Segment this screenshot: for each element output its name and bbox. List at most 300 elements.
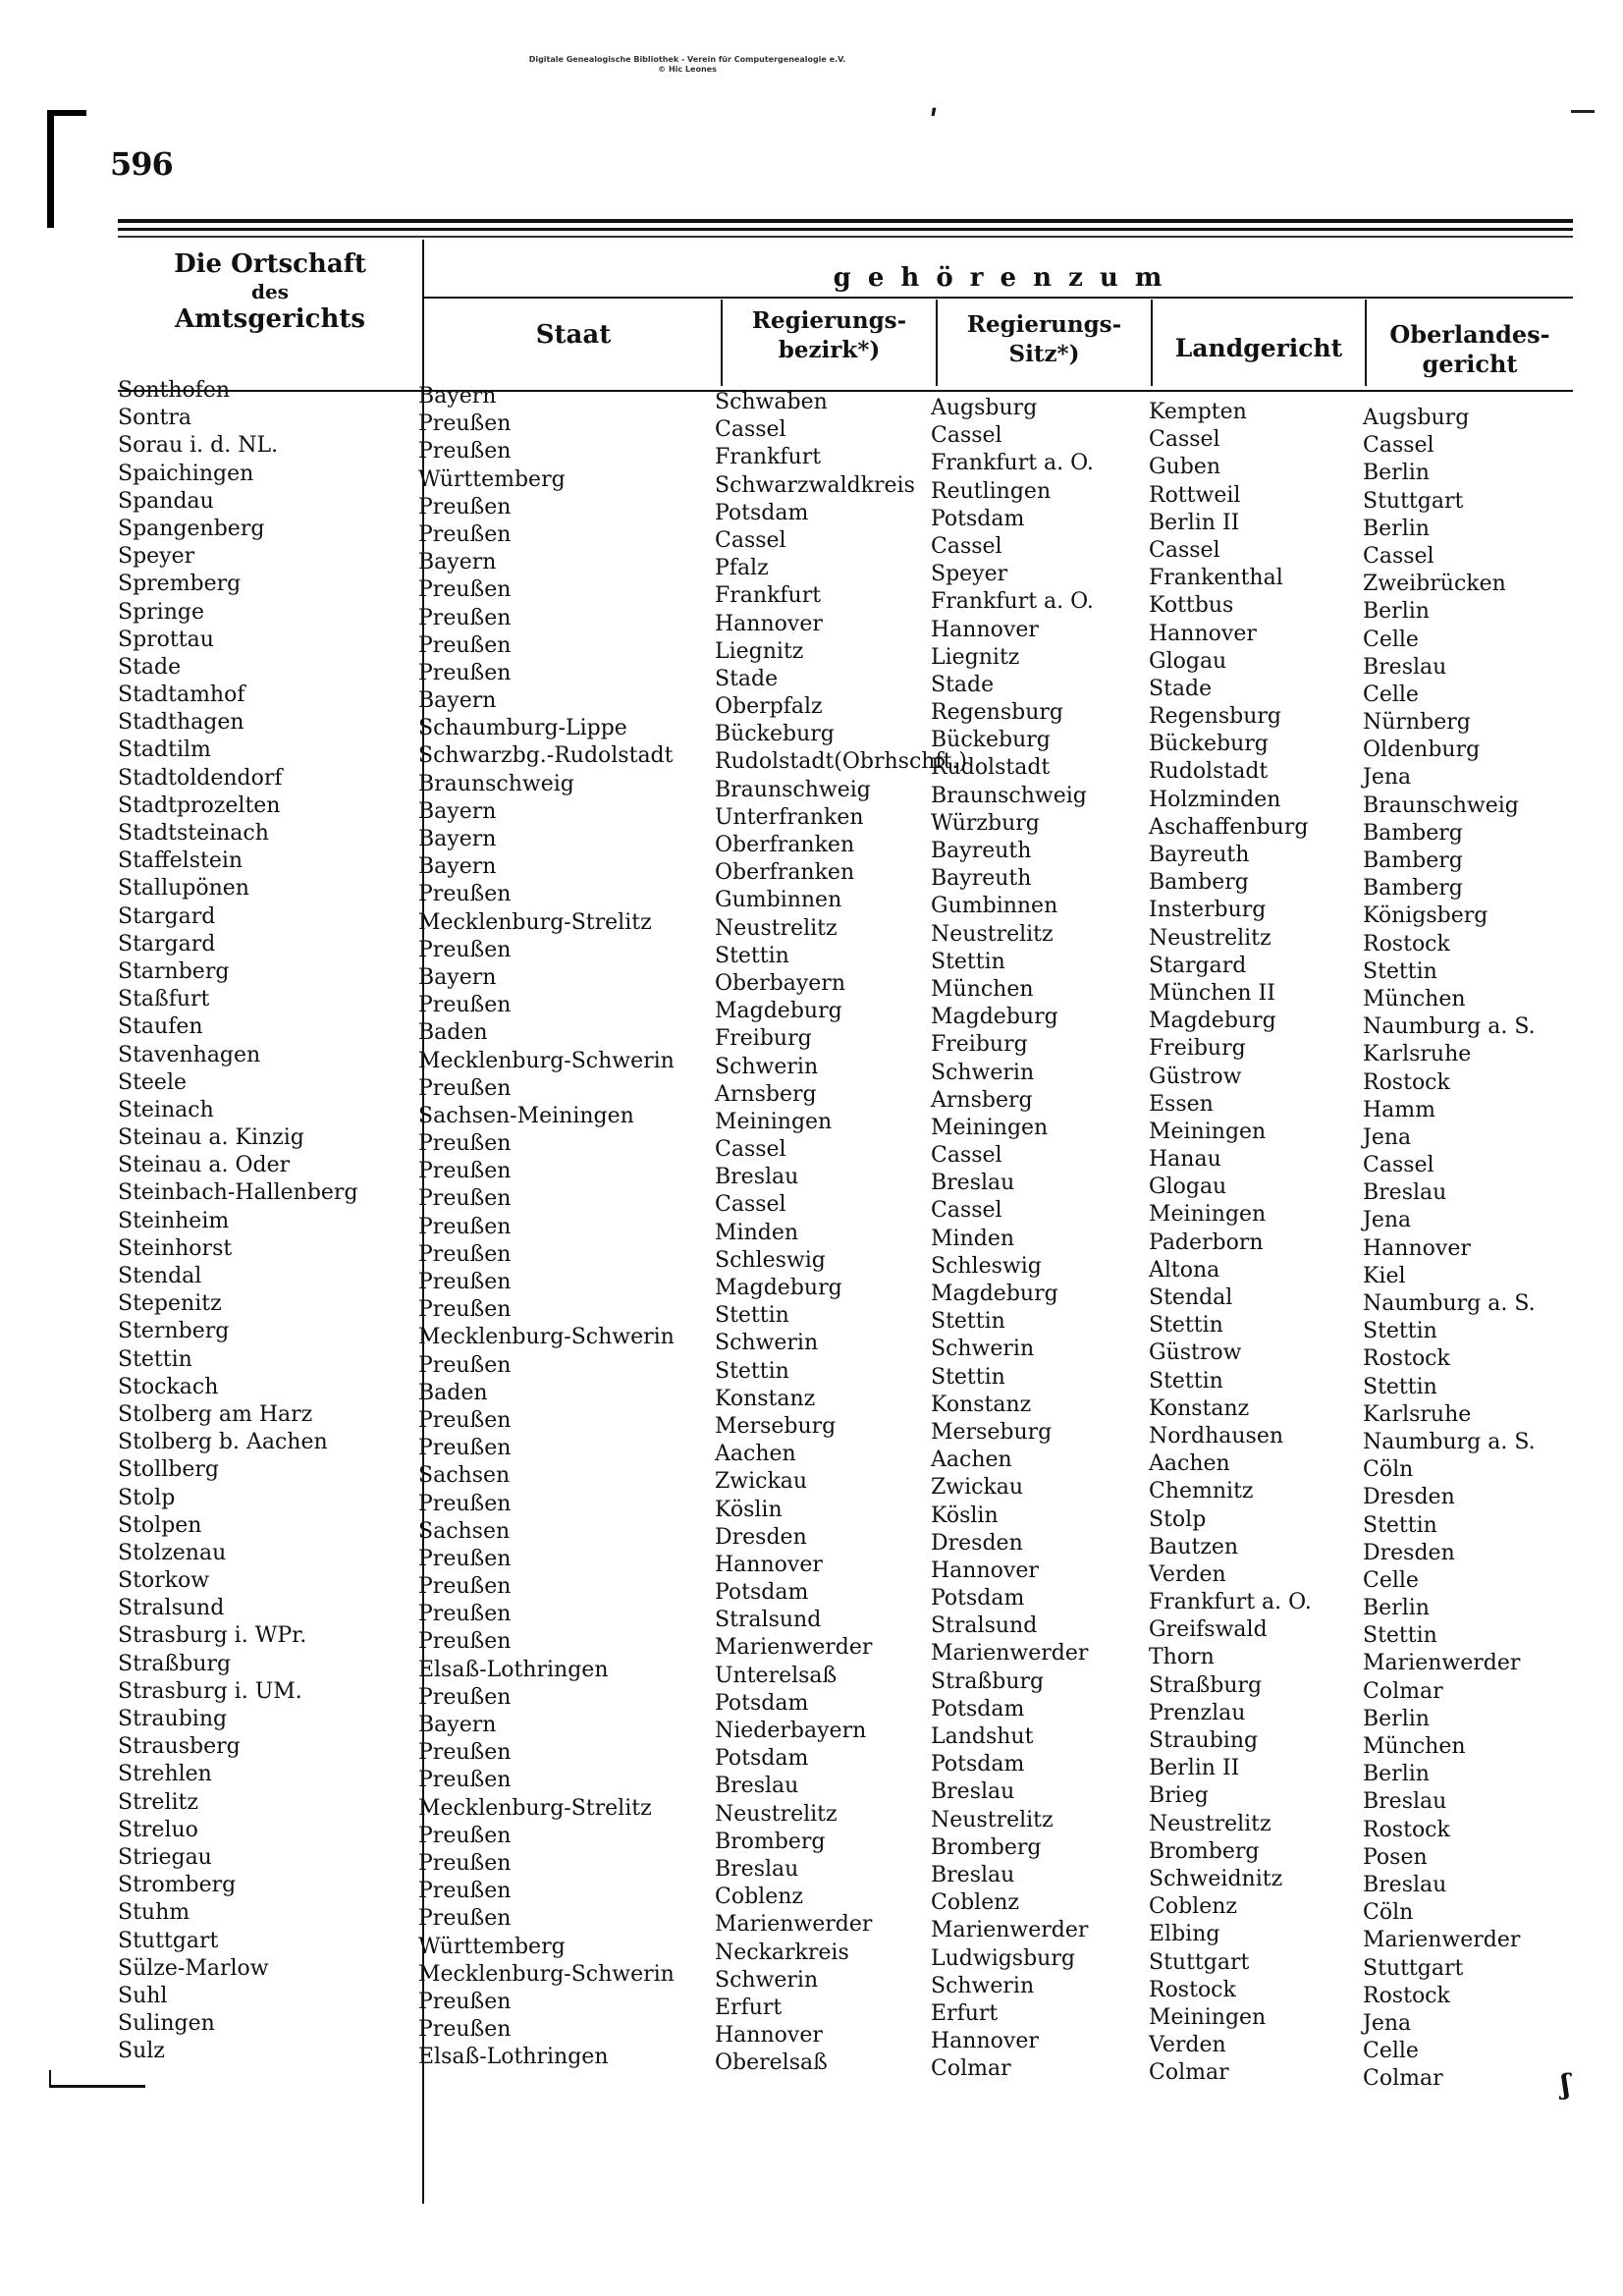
cell-olg: Kiel xyxy=(1363,1263,1406,1288)
cell-staat: Preußen xyxy=(418,439,512,465)
cell-staat: Braunschweig xyxy=(418,771,574,796)
cell-ortschaft: Straubing xyxy=(118,1707,228,1731)
cell-landgericht: Colmar xyxy=(1149,2060,1229,2086)
cell-regbezirk: Breslau xyxy=(715,1774,799,1799)
cell-ortschaft: Stadtprozelten xyxy=(118,793,281,818)
cell-olg: Nürnberg xyxy=(1363,710,1471,736)
cell-staat: Baden xyxy=(418,1380,488,1405)
cell-regbezirk: Potsdam xyxy=(715,1690,809,1716)
cell-ortschaft: Stadtsteinach xyxy=(118,821,269,846)
cell-olg: Oldenburg xyxy=(1363,738,1481,763)
cell-landgericht: Meiningen xyxy=(1149,1202,1267,1228)
cell-olg: Rostock xyxy=(1363,1983,1450,2008)
cell-landgericht: Brieg xyxy=(1149,1783,1209,1809)
cell-ortschaft: Stockach xyxy=(118,1374,219,1399)
cell-regbezirk: Cassel xyxy=(715,527,786,553)
cell-ortschaft: Strausberg xyxy=(118,1734,241,1760)
cell-regbezirk: Schwerin xyxy=(715,1054,819,1079)
cell-olg: Bamberg xyxy=(1363,848,1463,873)
cell-staat: Preußen xyxy=(418,1297,512,1323)
cell-landgericht: Verden xyxy=(1149,1561,1226,1587)
cell-olg: Zweibrücken xyxy=(1363,572,1506,597)
cell-regbezirk: Schwerin xyxy=(715,1967,819,1993)
cell-landgericht: Bromberg xyxy=(1149,1838,1260,1864)
cell-olg: Posen xyxy=(1363,1844,1428,1870)
cell-olg: Bamberg xyxy=(1363,876,1463,902)
cell-landgericht: München II xyxy=(1149,980,1275,1006)
cell-olg: Marienwerder xyxy=(1363,1651,1521,1676)
cell-staat: Württemberg xyxy=(418,1934,566,1959)
cell-olg: Bamberg xyxy=(1363,820,1463,846)
cell-staat: Bayern xyxy=(418,964,497,990)
cell-landgericht: Paderborn xyxy=(1149,1230,1264,1255)
cell-olg: Naumburg a. S. xyxy=(1363,1291,1536,1316)
cell-olg: Berlin xyxy=(1363,461,1430,486)
cell-regbezirk: Braunschweig xyxy=(715,777,871,802)
cell-regsitz: Rudolstadt xyxy=(931,755,1051,781)
cell-olg: Dresden xyxy=(1363,1540,1455,1565)
header-regbezirk-line-1: Regierungs- xyxy=(751,307,907,334)
cell-staat: Preußen xyxy=(418,1491,512,1516)
cell-staat: Mecklenburg-Schwerin xyxy=(418,1961,675,1987)
cell-landgericht: Straßburg xyxy=(1149,1672,1263,1698)
cell-landgericht: Güstrow xyxy=(1149,1340,1242,1366)
cell-olg: Berlin xyxy=(1363,1596,1430,1621)
cell-landgericht: Essen xyxy=(1149,1091,1214,1117)
cell-regbezirk: Bückeburg xyxy=(715,722,835,747)
cell-landgericht: Altona xyxy=(1149,1257,1220,1283)
cell-landgericht: Neustrelitz xyxy=(1149,925,1271,951)
header-regsitz-line-2: Sitz*) xyxy=(1008,341,1080,367)
cell-regsitz: Colmar xyxy=(931,2056,1011,2082)
cell-staat: Preußen xyxy=(418,1740,512,1766)
cell-regsitz: Meiningen xyxy=(931,1115,1049,1140)
column-oberlandesgericht xyxy=(1363,405,1536,2093)
cell-staat: Preußen xyxy=(418,632,512,658)
cell-ortschaft: Stadtilm xyxy=(118,738,211,763)
cell-regbezirk: Schwarzwaldkreis xyxy=(715,472,915,498)
cell-ortschaft: Speyer xyxy=(118,544,195,570)
cell-regbezirk: Minden xyxy=(715,1220,799,1245)
cell-regsitz: Bayreuth xyxy=(931,839,1032,863)
cell-ortschaft: Spangenberg xyxy=(118,516,265,541)
cell-landgericht: Insterburg xyxy=(1149,898,1267,923)
cell-regbezirk: Magdeburg xyxy=(715,1276,842,1300)
cell-regsitz: Zwickau xyxy=(931,1475,1024,1501)
cell-staat: Bayern xyxy=(418,798,497,824)
cell-staat: Preußen xyxy=(418,1352,512,1378)
cell-regsitz: Cassel xyxy=(931,1198,1002,1224)
cell-olg: Celle xyxy=(1363,2039,1419,2064)
cell-regsitz: Bückeburg xyxy=(931,728,1051,753)
header-group-label: g e h ö r e n z u m xyxy=(833,263,1166,293)
header-place-line-1: Die Ortschaft xyxy=(174,249,366,279)
cell-regsitz: Schwerin xyxy=(931,1060,1035,1085)
cell-ortschaft: Sulingen xyxy=(118,2011,215,2037)
cell-regsitz: München xyxy=(931,976,1034,1002)
cell-regbezirk: Cassel xyxy=(715,1192,786,1218)
cell-landgericht: Stettin xyxy=(1149,1313,1223,1339)
cell-regsitz: Köslin xyxy=(931,1503,999,1528)
cell-regsitz: Schwerin xyxy=(931,1973,1035,1998)
cell-staat: Elsaß-Lothringen xyxy=(418,1657,609,1682)
cell-ortschaft: Springe xyxy=(118,599,204,625)
header-place-line-2: des xyxy=(251,280,289,303)
cell-ortschaft: Streluo xyxy=(118,1817,198,1842)
cell-ortschaft: Stralsund xyxy=(118,1596,225,1621)
cell-landgericht: Elbing xyxy=(1149,1922,1220,1947)
cell-regsitz: Braunschweig xyxy=(931,783,1087,808)
cell-regbezirk: Liegnitz xyxy=(715,638,804,664)
cell-landgericht: Frankenthal xyxy=(1149,566,1283,591)
cell-olg: Colmar xyxy=(1363,2066,1443,2092)
cell-staat: Schaumburg-Lippe xyxy=(418,716,627,741)
cell-olg: Stettin xyxy=(1363,1623,1437,1649)
cell-ortschaft: Steinau a. Oder xyxy=(118,1153,291,1178)
cell-regbezirk: Oberelsaß xyxy=(715,2050,828,2076)
cell-regbezirk: Arnsberg xyxy=(715,1081,817,1107)
cell-landgericht: Magdeburg xyxy=(1149,1009,1276,1034)
cell-olg: Stettin xyxy=(1363,958,1437,984)
cell-regbezirk: Stralsund xyxy=(715,1608,822,1633)
cell-olg: Stettin xyxy=(1363,1512,1437,1538)
cell-regbezirk: Cassel xyxy=(715,1137,786,1163)
cell-ortschaft: Stollberg xyxy=(118,1457,219,1483)
cell-ortschaft: Steinhorst xyxy=(118,1235,233,1261)
cell-olg: Cassel xyxy=(1363,1153,1434,1178)
header-regierungsbezirk xyxy=(723,306,936,365)
cell-regbezirk: Unterelsaß xyxy=(715,1663,838,1688)
cell-landgericht: Rudolstadt xyxy=(1149,759,1269,785)
cell-olg: Rostock xyxy=(1363,1817,1450,1842)
cell-olg: Augsburg xyxy=(1363,406,1470,430)
cell-regbezirk: Gumbinnen xyxy=(715,888,842,913)
column-regierungsbezirk xyxy=(715,389,967,2077)
cell-regbezirk: Dresden xyxy=(715,1524,807,1550)
cell-regbezirk: Breslau xyxy=(715,1856,799,1882)
cell-ortschaft: Staufen xyxy=(118,1014,203,1040)
cell-olg: Stettin xyxy=(1363,1319,1437,1344)
cell-regbezirk: Coblenz xyxy=(715,1885,803,1910)
cell-regbezirk: Schwerin xyxy=(715,1331,819,1356)
cell-staat: Preußen xyxy=(418,1684,512,1710)
cell-olg: Berlin xyxy=(1363,1762,1430,1787)
cell-landgericht: Greifswald xyxy=(1149,1617,1268,1643)
cell-landgericht: Meiningen xyxy=(1149,2004,1267,2030)
cell-regbezirk: Potsdam xyxy=(715,500,809,525)
cell-landgericht: Hanau xyxy=(1149,1147,1221,1173)
cell-staat: Preußen xyxy=(418,1186,512,1212)
page-number: 596 xyxy=(110,145,173,183)
cell-regsitz: Merseburg xyxy=(931,1419,1053,1445)
cell-ortschaft: Stade xyxy=(118,654,182,680)
header-rule xyxy=(118,236,1573,238)
cell-landgericht: Holzminden xyxy=(1149,787,1281,812)
cell-regsitz: Dresden xyxy=(931,1530,1023,1556)
cell-staat: Preußen xyxy=(418,1879,512,1904)
cell-landgericht: Konstanz xyxy=(1149,1395,1250,1421)
cell-landgericht: Regensburg xyxy=(1149,704,1281,730)
cell-olg: Rostock xyxy=(1363,1069,1450,1095)
cell-staat: Preußen xyxy=(418,1823,512,1848)
cell-staat: Preußen xyxy=(418,937,512,962)
cell-staat: Bayern xyxy=(418,550,497,575)
cell-regsitz: Neustrelitz xyxy=(931,1807,1054,1832)
header-rule xyxy=(118,228,1573,231)
cell-regsitz: Stettin xyxy=(931,1309,1005,1335)
cell-landgericht: Thorn xyxy=(1149,1645,1215,1670)
cell-ortschaft: Strasburg i. UM. xyxy=(118,1678,302,1704)
cell-regsitz: Coblenz xyxy=(931,1890,1019,1916)
cell-olg: Celle xyxy=(1363,627,1419,652)
cell-landgericht: Bayreuth xyxy=(1149,843,1250,867)
cell-ortschaft: Steinheim xyxy=(118,1208,230,1233)
cell-ortschaft: Stolberg b. Aachen xyxy=(118,1430,328,1455)
cell-regbezirk: Breslau xyxy=(715,1165,799,1190)
cell-olg: Karlsruhe xyxy=(1363,1042,1472,1067)
cell-ortschaft: Striegau xyxy=(118,1844,212,1870)
cell-landgericht: Aschaffenburg xyxy=(1149,814,1309,840)
cell-regsitz: Freiburg xyxy=(931,1032,1028,1058)
cell-staat: Mecklenburg-Schwerin xyxy=(418,1325,675,1350)
watermark xyxy=(0,55,1375,75)
cell-olg: Breslau xyxy=(1363,654,1447,680)
cell-regbezirk: Frankfurt xyxy=(715,445,822,470)
column-landgericht xyxy=(1149,399,1312,2087)
header-place-column xyxy=(118,249,422,334)
cell-regsitz: Magdeburg xyxy=(931,1282,1058,1306)
header-staat: Staat xyxy=(535,320,612,350)
cell-ortschaft: Sorau i. d. NL. xyxy=(118,433,279,459)
cell-ortschaft: Sontra xyxy=(118,406,191,431)
header-divider xyxy=(422,297,1573,299)
cell-regsitz: Hannover xyxy=(931,2029,1039,2054)
cell-ortschaft: Spremberg xyxy=(118,572,242,597)
cell-staat: Elsaß-Lothringen xyxy=(418,2045,609,2070)
cell-staat: Preußen xyxy=(418,1546,512,1571)
cell-ortschaft: Sternberg xyxy=(118,1319,230,1344)
cell-ortschaft: Stettin xyxy=(118,1346,192,1372)
cell-regsitz: Breslau xyxy=(931,1779,1015,1805)
cell-regsitz: Gumbinnen xyxy=(931,894,1058,919)
corner-bracket xyxy=(47,110,54,228)
cell-staat: Preußen xyxy=(418,2017,512,2043)
cell-olg: Cassel xyxy=(1363,433,1434,459)
cell-regbezirk: Oberfranken xyxy=(715,833,855,857)
header-regierungssitz xyxy=(938,310,1151,369)
watermark-line-1: Digitale Genealogische Bibliothek - Verein für Computergenealogie e.V. xyxy=(528,55,846,64)
cell-olg: Karlsruhe xyxy=(1363,1401,1472,1427)
cell-regsitz: Potsdam xyxy=(931,1696,1025,1722)
cell-staat: Preußen xyxy=(418,494,512,519)
cell-regbezirk: Cassel xyxy=(715,417,786,443)
cell-staat: Preußen xyxy=(418,1270,512,1294)
cell-staat: Mecklenburg-Strelitz xyxy=(418,909,652,935)
cell-regsitz: Breslau xyxy=(931,1171,1015,1196)
cell-regsitz: Stralsund xyxy=(931,1613,1038,1639)
watermark-line-2: © Hic Leones xyxy=(658,65,717,74)
cell-olg: Jena xyxy=(1363,1124,1412,1150)
cell-ortschaft: Steinbach-Hallenberg xyxy=(118,1180,358,1206)
cell-landgericht: Güstrow xyxy=(1149,1064,1242,1089)
cell-regbezirk: Magdeburg xyxy=(715,999,842,1024)
cell-ortschaft: Steinach xyxy=(118,1097,214,1122)
cell-regsitz: Frankfurt a. O. xyxy=(931,589,1094,615)
cell-landgericht: Hannover xyxy=(1149,621,1257,646)
cell-olg: Jena xyxy=(1363,1208,1412,1233)
header-landgericht: Landgericht xyxy=(1174,334,1343,362)
cell-regbezirk: Aachen xyxy=(715,1442,796,1467)
cell-landgericht: Stettin xyxy=(1149,1368,1223,1394)
cell-staat: Mecklenburg-Strelitz xyxy=(418,1795,652,1821)
cell-olg: Berlin xyxy=(1363,1706,1430,1731)
cell-regsitz: Stettin xyxy=(931,949,1005,974)
cell-staat: Preußen xyxy=(418,660,512,685)
cell-olg: Marienwerder xyxy=(1363,1928,1521,1953)
cell-staat: Preußen xyxy=(418,1407,512,1433)
cell-olg: Rostock xyxy=(1363,1346,1450,1372)
cell-regbezirk: Marienwerder xyxy=(715,1912,873,1938)
cell-landgericht: Stargard xyxy=(1149,953,1247,978)
cell-staat: Preußen xyxy=(418,1602,512,1627)
header-regbezirk-line-2: bezirk*) xyxy=(778,337,881,363)
cell-ortschaft: Sulz xyxy=(118,2039,165,2064)
cell-staat: Preußen xyxy=(418,1850,512,1876)
cell-regbezirk: Neckarkreis xyxy=(715,1940,849,1965)
cell-landgericht: Schweidnitz xyxy=(1149,1866,1283,1891)
cell-olg: Cöln xyxy=(1363,1900,1414,1926)
cell-ortschaft: Staßfurt xyxy=(118,987,210,1012)
cell-regsitz: Konstanz xyxy=(931,1392,1032,1417)
cell-ortschaft: Stepenitz xyxy=(118,1291,222,1317)
cell-regbezirk: Unterfranken xyxy=(715,804,864,830)
cell-staat: Preußen xyxy=(418,1906,512,1932)
cell-landgericht: Prenzlau xyxy=(1149,1700,1246,1725)
cell-regsitz: Hannover xyxy=(931,617,1039,642)
cell-landgericht: Stendal xyxy=(1149,1285,1233,1310)
cell-staat: Preußen xyxy=(418,521,512,547)
cell-regbezirk: Erfurt xyxy=(715,1995,783,2020)
cell-regbezirk: Hannover xyxy=(715,611,823,636)
cell-staat: Sachsen xyxy=(418,1463,511,1489)
cell-regsitz: Bayreuth xyxy=(931,866,1032,892)
cell-regsitz: Arnsberg xyxy=(931,1087,1033,1113)
cell-regbezirk: Rudolstadt(Obrhschft.) xyxy=(715,749,967,775)
cell-olg: Naumburg a. S. xyxy=(1363,1014,1536,1040)
cell-staat: Preußen xyxy=(418,411,512,437)
cell-ortschaft: Stadtamhof xyxy=(118,683,245,708)
cell-regsitz: Hannover xyxy=(931,1558,1039,1583)
cell-olg: München xyxy=(1363,986,1466,1011)
cell-regbezirk: Pfalz xyxy=(715,556,769,581)
header-olg-line-1: Oberlandes- xyxy=(1389,320,1550,349)
cell-staat: Bayern xyxy=(418,1713,497,1737)
header-oberlandesgericht xyxy=(1367,320,1573,379)
cell-ortschaft: Staffelstein xyxy=(118,848,243,874)
cell-regsitz: Stade xyxy=(931,672,995,697)
cell-regsitz: Augsburg xyxy=(931,396,1038,420)
column-staat xyxy=(418,383,675,2071)
cell-regbezirk: Hannover xyxy=(715,2023,823,2049)
cell-landgericht: Bautzen xyxy=(1149,1534,1239,1559)
cell-olg: Stuttgart xyxy=(1363,1955,1464,1981)
cell-regsitz: Magdeburg xyxy=(931,1005,1058,1030)
scan-mark: ʹ xyxy=(929,104,940,143)
cell-ortschaft: Stuhm xyxy=(118,1900,190,1926)
cell-landgericht: Freiburg xyxy=(1149,1036,1246,1062)
cell-ortschaft: Stolzenau xyxy=(118,1540,227,1565)
cell-regbezirk: Köslin xyxy=(715,1497,783,1522)
cell-landgericht: Guben xyxy=(1149,455,1221,480)
cell-ortschaft: Strasburg i. WPr. xyxy=(118,1623,307,1649)
cell-olg: Celle xyxy=(1363,1567,1419,1593)
cell-ortschaft: Stolberg am Harz xyxy=(118,1401,313,1427)
cell-regsitz: Marienwerder xyxy=(931,1918,1089,1943)
cell-olg: Naumburg a. S. xyxy=(1363,1429,1536,1454)
cell-staat: Bayern xyxy=(418,827,497,851)
scan-mark xyxy=(49,2085,145,2088)
cell-regbezirk: Potsdam xyxy=(715,1746,809,1772)
cell-staat: Preußen xyxy=(418,1574,512,1600)
cell-regsitz: Reutlingen xyxy=(931,478,1052,504)
cell-regsitz: Marienwerder xyxy=(931,1641,1089,1667)
cell-olg: Breslau xyxy=(1363,1872,1447,1897)
cell-landgericht: Neustrelitz xyxy=(1149,1811,1271,1836)
cell-landgericht: Cassel xyxy=(1149,427,1220,453)
cell-regbezirk: Stettin xyxy=(715,1303,789,1329)
cell-ortschaft: Starnberg xyxy=(118,958,230,984)
cell-landgericht: Aachen xyxy=(1149,1451,1230,1477)
cell-ortschaft: Storkow xyxy=(118,1568,210,1594)
cell-regsitz: Straßburg xyxy=(931,1668,1045,1694)
cell-ortschaft: Stolp xyxy=(118,1485,176,1510)
cell-staat: Preußen xyxy=(418,1241,512,1267)
cell-regsitz: Erfurt xyxy=(931,2000,999,2026)
cell-regbezirk: Merseburg xyxy=(715,1413,837,1439)
cell-staat: Sachsen-Meiningen xyxy=(418,1103,634,1128)
cell-staat: Mecklenburg-Schwerin xyxy=(418,1048,675,1073)
scan-mark: ʃ xyxy=(1561,2068,1571,2101)
cell-ortschaft: Sprottau xyxy=(118,627,214,652)
cell-regsitz: Speyer xyxy=(931,562,1008,587)
cell-olg: Breslau xyxy=(1363,1789,1447,1815)
header-rule xyxy=(118,219,1573,223)
cell-regsitz: Cassel xyxy=(931,1143,1002,1169)
cell-olg: Braunschweig xyxy=(1363,793,1519,818)
cell-regbezirk: Stade xyxy=(715,666,779,691)
cell-landgericht: Kottbus xyxy=(1149,593,1234,619)
cell-staat: Preußen xyxy=(418,1768,512,1793)
cell-ortschaft: Stargard xyxy=(118,903,216,929)
header-olg-line-2: gericht xyxy=(1422,350,1518,378)
cell-regbezirk: Schleswig xyxy=(715,1247,826,1273)
cell-olg: Hamm xyxy=(1363,1097,1436,1122)
cell-ortschaft: Suhl xyxy=(118,1983,168,2008)
cell-regbezirk: Stettin xyxy=(715,943,789,968)
cell-ortschaft: Steinau a. Kinzig xyxy=(118,1125,304,1151)
cell-landgericht: Nordhausen xyxy=(1149,1423,1284,1449)
cell-regsitz: Potsdam xyxy=(931,506,1025,531)
cell-olg: Jena xyxy=(1363,2010,1412,2036)
cell-staat: Bayern xyxy=(418,854,497,880)
cell-ortschaft: Stendal xyxy=(118,1264,202,1288)
cell-ortschaft: Stadthagen xyxy=(118,710,244,736)
cell-landgericht: Stuttgart xyxy=(1149,1949,1250,1975)
cell-staat: Preußen xyxy=(418,1629,512,1655)
cell-olg: Cassel xyxy=(1363,543,1434,569)
cell-staat: Preußen xyxy=(418,1075,512,1101)
cell-regsitz: Neustrelitz xyxy=(931,921,1054,947)
